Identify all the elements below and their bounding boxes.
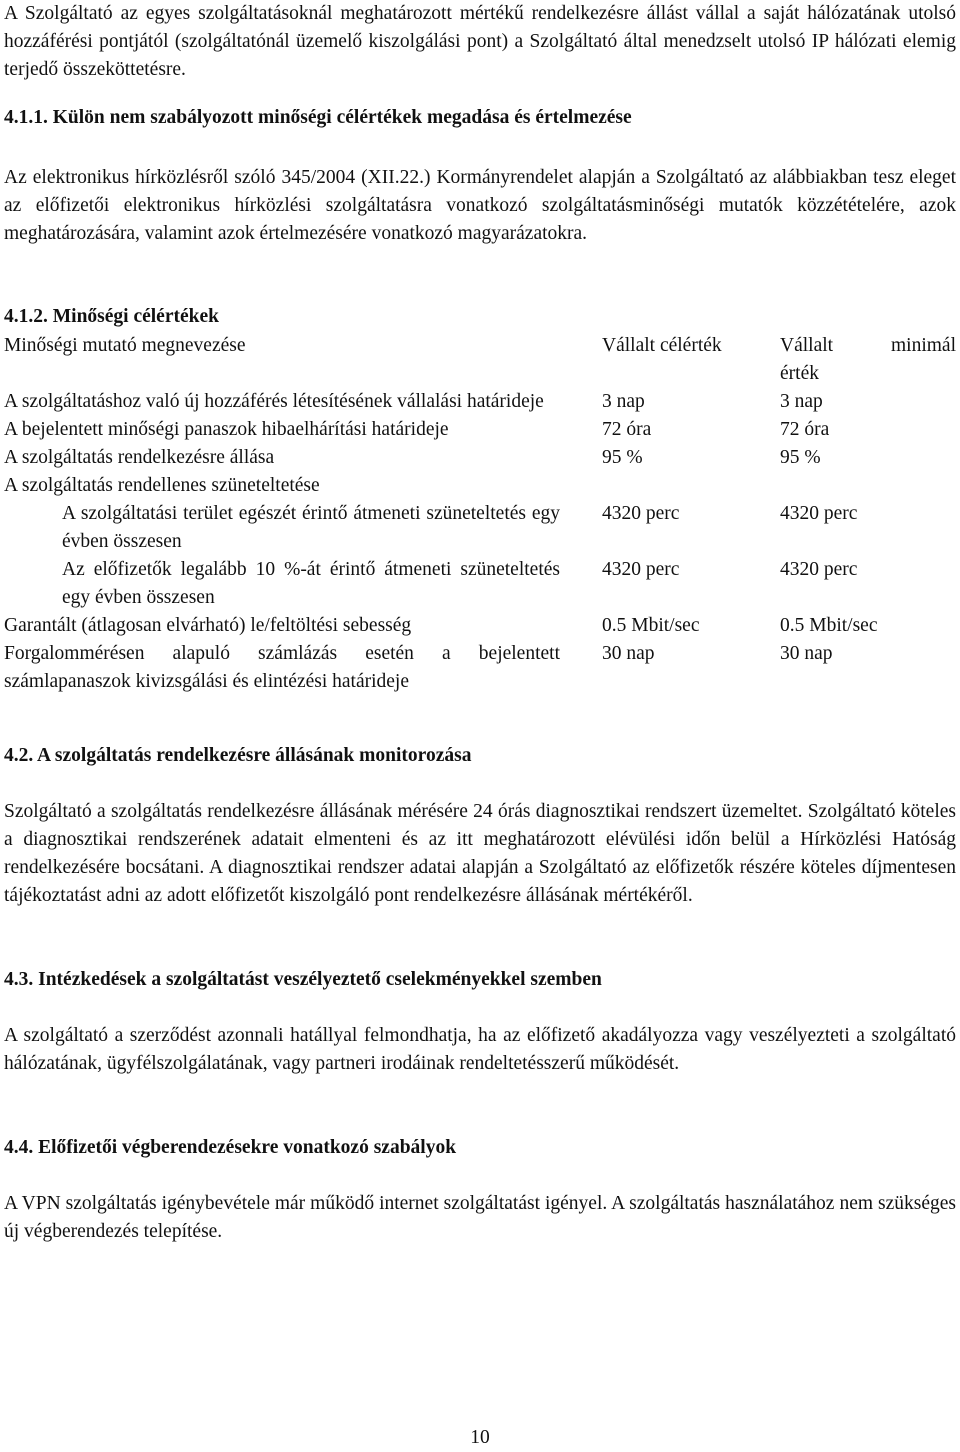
header-min-word-2: minimál <box>891 335 956 356</box>
row-target: 95 % <box>602 447 643 468</box>
row-target: 4320 perc <box>602 503 680 524</box>
table-row <box>4 612 956 640</box>
section-4-4 <box>4 1134 956 1162</box>
header-min <box>780 332 956 388</box>
row-name: A szolgáltatás rendelkezésre állása <box>4 447 275 468</box>
row-target: 4320 perc <box>602 559 680 580</box>
page-number: 10 <box>470 1427 490 1448</box>
row-name: A bejelentett minőségi panaszok hibaelhárítási határideje <box>4 419 449 440</box>
row-min: 30 nap <box>780 643 833 664</box>
intro-paragraph: A Szolgáltató az egyes szolgáltatásoknál meghatározott mértékű rendelkezésre állást vállal a saját hálózatának utolsó hozzáférési pontjától (szolgáltatónál üzemelő kiszolgálási pont) a Szolgáltató által menedzselt utolsó IP hálózati elemig terjedő összeköttetésre. <box>4 3 956 80</box>
row-name: A szolgáltatási terület egészét érintő átmeneti szüneteltetés egy évben összesen <box>62 503 560 552</box>
row-target: 3 nap <box>602 391 645 412</box>
row-name: Az előfizetők legalább 10 %-át érintő átmeneti szüneteltetés egy évben összesen <box>62 559 560 608</box>
row-target: 30 nap <box>602 643 655 664</box>
row-name: A szolgáltatáshoz való új hozzáférés létesítésének vállalási határideje <box>4 391 544 412</box>
section-4-3-body <box>4 1022 956 1078</box>
row-min: 3 nap <box>780 391 823 412</box>
section-4-2-paragraph: Szolgáltató a szolgáltatás rendelkezésre állásának mérésére 24 órás diagnosztikai rendszert üzemeltet. Szolgáltató köteles a diagnosztikai rendszerének adatait elmenteni és az itt meghatározott elévülési időn belül a Hírközlési Hatóság rendelkezésére bocsátani. A diagnosztikai rendszer adatai alapján a Szolgáltató az előfizetők részére köteles díjmentesen tájékoztatást adni az adott előfizetőt kiszolgáló pont rendelkezésre állásának mértékéről. <box>4 801 956 906</box>
intro-section <box>4 0 956 84</box>
row-target <box>560 472 780 500</box>
row-name: A szolgáltatás rendellenes szüneteltetése <box>4 475 320 496</box>
header-target: Vállalt célérték <box>602 335 722 356</box>
row-min: 72 óra <box>780 419 830 440</box>
header-min-word-3: érték <box>780 363 819 384</box>
row-target: 0.5 Mbit/sec <box>602 615 700 636</box>
section-4-2-heading: 4.2. A szolgáltatás rendelkezésre állásának monitorozása <box>4 745 472 766</box>
header-min-word-1: Vállalt <box>780 335 834 356</box>
quality-targets-table <box>4 332 956 696</box>
row-min: 4320 perc <box>780 559 858 580</box>
row-target: 72 óra <box>602 419 652 440</box>
section-4-3-paragraph: A szolgáltató a szerződést azonnali hatállyal felmondhatja, ha az előfizető akadályozza vagy veszélyezteti a szolgáltató hálózatának, ügyfélszolgálatának, vagy partneri irodáinak rendeltetésszerű működését. <box>4 1025 956 1074</box>
row-min: 95 % <box>780 447 821 468</box>
section-4-4-heading: 4.4. Előfizetői végberendezésekre vonatkozó szabályok <box>4 1137 457 1158</box>
row-name: Garantált (átlagosan elvárható) le/feltöltési sebesség <box>4 615 412 636</box>
header-name: Minőségi mutató megnevezése <box>4 335 246 356</box>
table-row <box>4 416 956 444</box>
section-4-1-1-heading: 4.1.1. Külön nem szabályozott minőségi célértékek megadása és értelmezése <box>4 107 632 128</box>
row-min <box>780 472 956 500</box>
table-row <box>4 472 956 500</box>
section-4-3-heading: 4.3. Intézkedések a szolgáltatást veszélyeztető cselekményekkel szemben <box>4 969 602 990</box>
section-4-4-paragraph: A VPN szolgáltatás igénybevétele már működő internet szolgáltatást igényel. A szolgáltatás használatához nem szükséges új végberendezés telepítése. <box>4 1193 956 1242</box>
section-4-3 <box>4 966 956 994</box>
section-4-1-2 <box>4 303 956 331</box>
table-row <box>4 388 956 416</box>
section-4-1-2-heading: 4.1.2. Minőségi célértékek <box>4 306 219 327</box>
table-row <box>4 640 956 696</box>
row-min: 4320 perc <box>780 503 858 524</box>
section-4-1-1-body <box>4 164 956 248</box>
row-min: 0.5 Mbit/sec <box>780 615 878 636</box>
section-4-1-1-paragraph: Az elektronikus hírközlésről szóló 345/2004 (XII.22.) Kormányrendelet alapján a Szolgáltató az alábbiakban tesz eleget az előfizetői elektronikus hírközlési szolgáltatásra vonatkozó szolgáltatásminőségi mutatók közzétételére, azok meghatározására, valamint azok értelmezésére vonatkozó magyarázatokra. <box>4 167 956 244</box>
table-row <box>4 556 956 612</box>
table-row <box>4 500 956 556</box>
section-4-1-1 <box>4 104 956 132</box>
table-header-row <box>4 332 956 388</box>
section-4-2 <box>4 742 956 770</box>
section-4-4-body <box>4 1190 956 1246</box>
table-row <box>4 444 956 472</box>
section-4-2-body <box>4 798 956 910</box>
row-name: Forgalommérésen alapuló számlázás esetén a bejelentett számlapanaszok kivizsgálási és elintézési határideje <box>4 643 560 692</box>
